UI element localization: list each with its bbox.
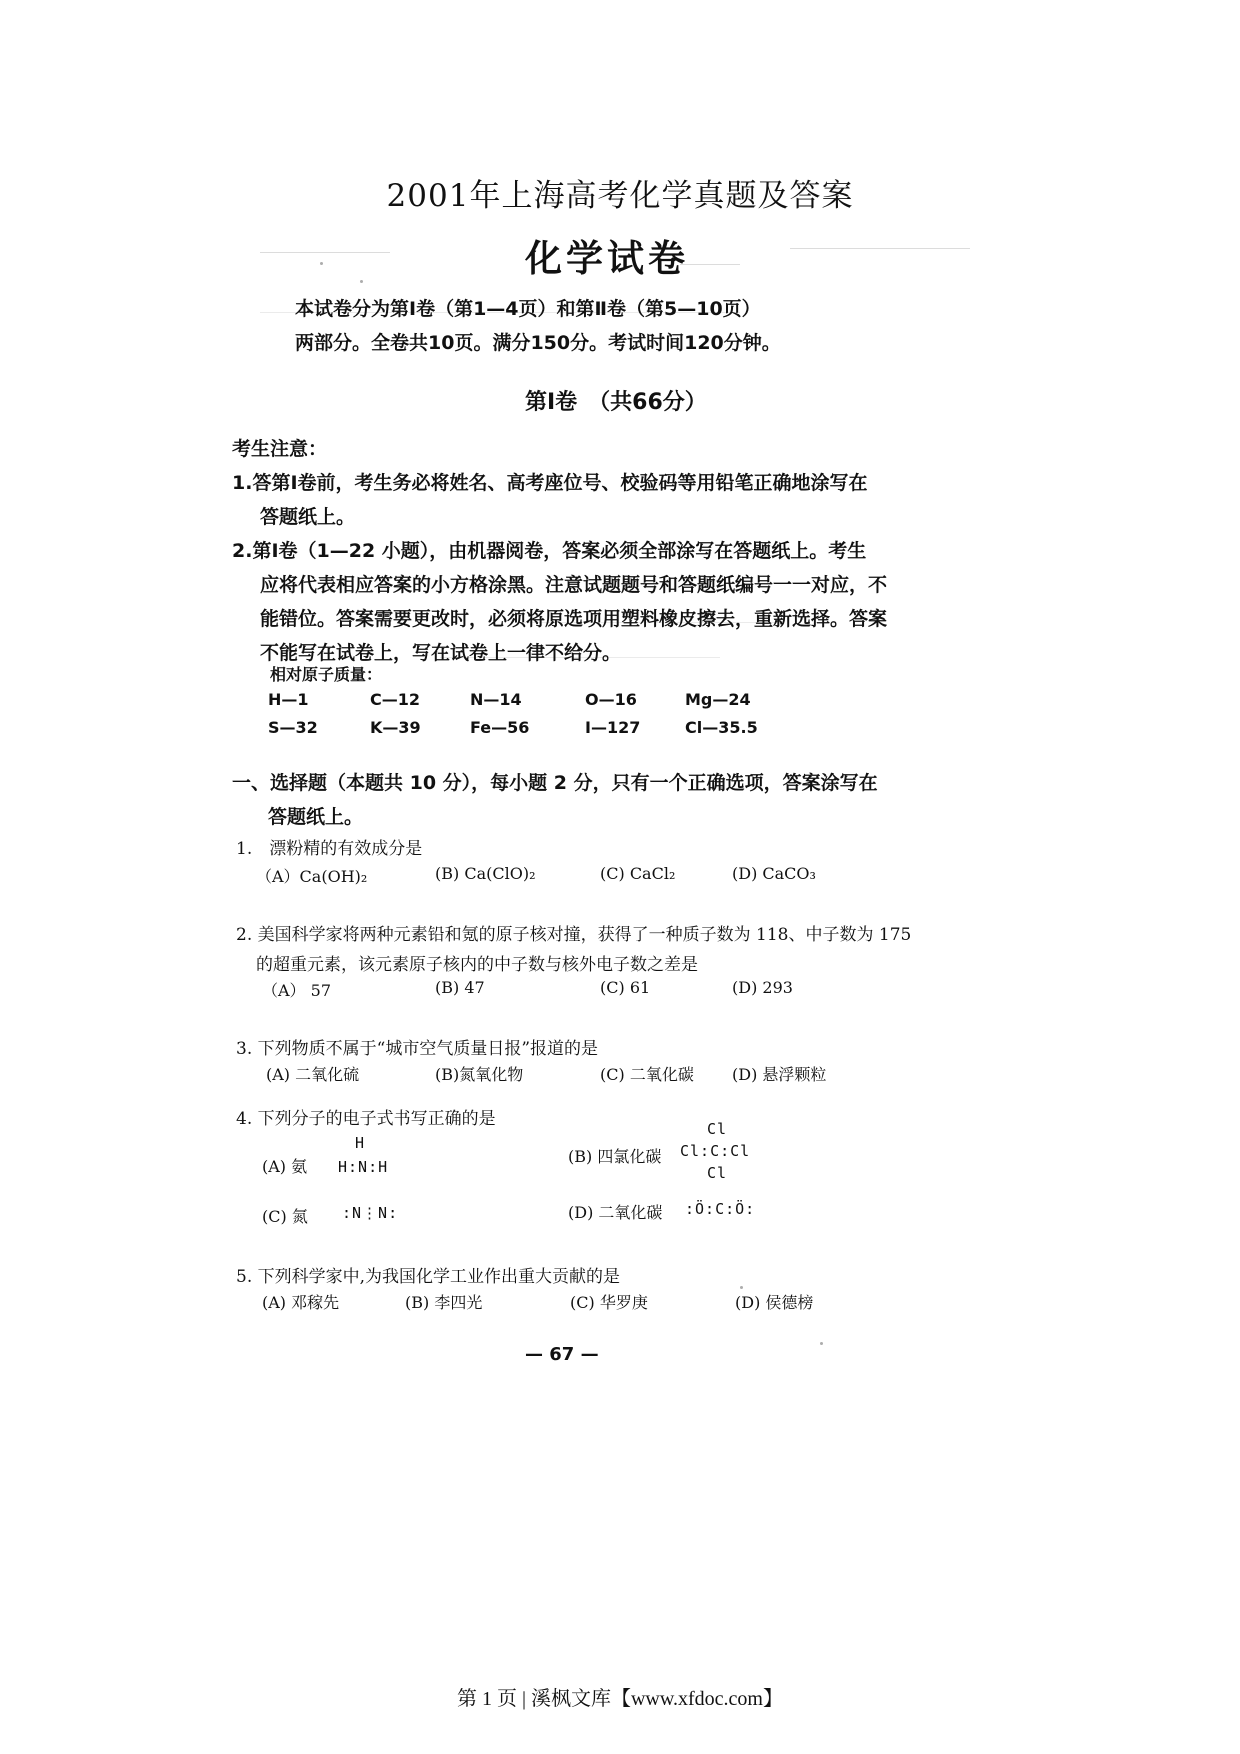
mass-k: K—39 — [370, 718, 421, 737]
q4-option-c: (C) 氮 — [262, 1207, 308, 1226]
mass-n: N—14 — [470, 690, 522, 709]
q2-option-a: （A） 57 — [262, 981, 332, 1000]
notice-line-3: 2.第Ⅰ卷（1—22 小题），由机器阅卷，答案必须全部涂写在答题纸上。考生 — [232, 540, 867, 562]
mass-cl: Cl—35.5 — [685, 718, 758, 737]
scanned-exam-page — [232, 222, 1000, 1542]
q1-option-c: (C) CaCl₂ — [600, 864, 676, 883]
mass-h: H—1 — [268, 690, 309, 709]
document-title: 2001年上海高考化学真题及答案 — [386, 178, 854, 214]
q5-option-b: (B) 李四光 — [405, 1293, 483, 1312]
notice-line-6: 不能写在试卷上，写在试卷上一律不给分。 — [260, 642, 622, 664]
q3-option-b: (B)氮氧化物 — [435, 1065, 524, 1084]
ammonia-formula-top: H — [355, 1134, 366, 1152]
q3-option-c: (C) 二氧化碳 — [600, 1065, 694, 1084]
q1-option-d: (D) CaCO₃ — [732, 864, 816, 883]
q4-option-b: (B) 四氯化碳 — [568, 1147, 662, 1166]
notice-line-1: 1.答第Ⅰ卷前，考生务必将姓名、高考座位号、校验码等用铅笔正确地涂写在 — [232, 472, 868, 494]
atomic-mass-title: 相对原子质量： — [270, 665, 383, 684]
mass-i: I—127 — [585, 718, 641, 737]
q3-option-a: (A) 二氧化硫 — [266, 1065, 360, 1084]
scan-page-number: — 67 — — [525, 1344, 599, 1365]
notice-line-2: 答题纸上。 — [260, 506, 356, 528]
q2-option-b: (B) 47 — [435, 978, 485, 997]
notice-line-4: 应将代表相应答案的小方格涂黑。注意试题题号和答题纸编号一一对应，不 — [260, 574, 888, 596]
q3-option-d: (D) 悬浮颗粒 — [732, 1065, 827, 1084]
nitrogen-formula: :N⋮N: — [342, 1204, 399, 1222]
mass-o: O—16 — [585, 690, 637, 709]
intro-line-2: 两部分。全卷共10页。满分150分。考试时间120分钟。 — [295, 332, 781, 354]
q3-stem: 3. 下列物质不属于“城市空气质量日报”报道的是 — [236, 1039, 599, 1059]
mass-mg: Mg—24 — [685, 690, 751, 709]
mass-s: S—32 — [268, 718, 318, 737]
q1-option-a: （A）Ca(OH)₂ — [256, 867, 368, 886]
ammonia-formula-main: H:N:H — [338, 1158, 389, 1176]
part1-heading-1: 一、选择题（本题共 10 分），每小题 2 分，只有一个正确选项，答案涂写在 — [232, 772, 878, 794]
notice-line-5: 能错位。答案需要更改时，必须将原选项用塑料橡皮擦去，重新选择。答案 — [260, 608, 888, 630]
section-title: 第Ⅰ卷 （共66分） — [525, 390, 707, 415]
q5-option-a: (A) 邓稼先 — [262, 1293, 340, 1312]
ccl4-formula-main: Cl:C:Cl — [680, 1142, 751, 1160]
intro-line-1: 本试卷分为第Ⅰ卷（第1—4页）和第Ⅱ卷（第5—10页） — [295, 298, 761, 320]
q2-option-c: (C) 61 — [600, 978, 651, 997]
q4-option-a: (A) 氨 — [262, 1157, 308, 1176]
paper-title: 化学试卷 — [525, 237, 689, 280]
mass-fe: Fe—56 — [470, 718, 530, 737]
page-footer: 第 1 页 | 溪枫文库【www.xfdoc.com】 — [456, 1688, 783, 1710]
q1-stem: 1. 漂粉精的有效成分是 — [236, 839, 423, 859]
q4-stem: 4. 下列分子的电子式书写正确的是 — [236, 1109, 496, 1129]
q5-option-d: (D) 侯德榜 — [735, 1293, 814, 1312]
q2-stem-2: 的超重元素，该元素原子核内的中子数与核外电子数之差是 — [256, 955, 698, 975]
q5-option-c: (C) 华罗庚 — [570, 1293, 648, 1312]
co2-formula: :Ö:C:Ö: — [685, 1200, 756, 1218]
q4-option-d: (D) 二氧化碳 — [568, 1203, 663, 1222]
ccl4-formula-top: Cl — [707, 1120, 728, 1138]
ccl4-formula-bottom: Cl — [707, 1164, 728, 1182]
q1-option-b: (B) Ca(ClO)₂ — [435, 864, 536, 883]
mass-c: C—12 — [370, 690, 421, 709]
notice-title: 考生注意： — [232, 438, 328, 460]
q2-option-d: (D) 293 — [732, 978, 793, 997]
q5-stem: 5. 下列科学家中,为我国化学工业作出重大贡献的是 — [236, 1267, 621, 1287]
q2-stem-1: 2. 美国科学家将两种元素铅和氪的原子核对撞，获得了一种质子数为 118、中子数为 175 — [236, 925, 912, 945]
part1-heading-2: 答题纸上。 — [268, 806, 364, 828]
